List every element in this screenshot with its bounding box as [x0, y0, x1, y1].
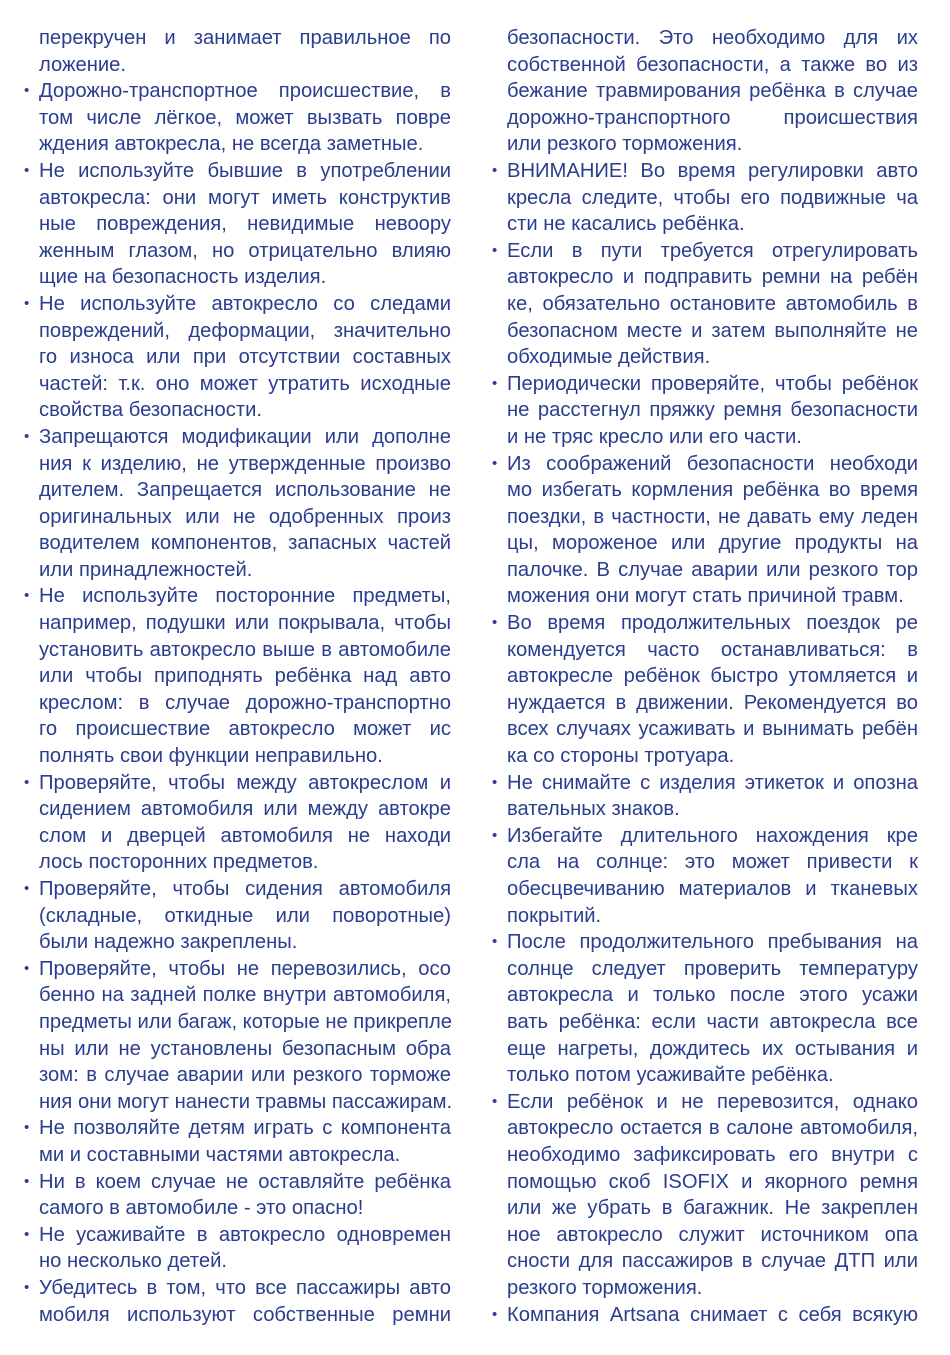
text-line: установить автокресло выше в автомобиле	[39, 638, 451, 661]
text-line: мобиля используют собственные ремни	[39, 1303, 451, 1326]
text-line: обходимые действия.	[507, 346, 711, 369]
text-line: ми и составными частями автокресла.	[39, 1143, 401, 1166]
text-line: • Во время продолжительных поездок ре	[507, 612, 918, 635]
text-line: не расстегнул пряжку ремня безопасности	[507, 399, 918, 422]
text-line: повреждений, деформации, значительно	[39, 319, 451, 342]
text-line: кресла следите, чтобы его подвижные ча	[507, 186, 918, 209]
text-line: сидением автомобиля или между автокре	[39, 798, 451, 821]
text-line: солнце следует проверить температуру	[507, 957, 918, 980]
text-line: перекручен и занимает правильное по	[39, 27, 451, 49]
list-item	[23, 956, 451, 1116]
text-line: автокресла: они могут иметь конструктив	[39, 186, 451, 209]
text-line: • Если ребёнок и не перевозится, однако	[507, 1090, 918, 1113]
text-line: • Не усаживайте в автокресло одновремен	[39, 1223, 451, 1246]
text-line: го происшествие автокресло может ис	[39, 718, 451, 741]
text-line: поездки, в частности, не давать ему леден	[507, 505, 918, 528]
right-column	[491, 25, 918, 1328]
text-line: автокресло и подправить ремни на ребён	[507, 266, 918, 289]
text-line: предметы или багаж, которые не прикрепле	[39, 1010, 452, 1033]
text-line: • Проверяйте, чтобы между автокреслом и	[39, 771, 451, 794]
continued-paragraph	[23, 25, 451, 78]
text-line: го износа или при отсутствии составных	[39, 346, 451, 369]
list-item	[491, 1302, 918, 1329]
text-line: сла на солнце: это может привести к	[507, 851, 918, 874]
text-line: щие на безопасность изделия.	[39, 266, 327, 289]
text-line: собственной безопасности, а также во из	[507, 53, 918, 76]
text-line: вательных знаков.	[507, 798, 680, 821]
list-item	[491, 371, 918, 451]
list-item	[491, 929, 918, 1089]
text-line: или же убрать в багажник. Не закреплен	[507, 1197, 918, 1220]
list-item	[491, 770, 918, 823]
text-line: • Компания Artsana снимает с себя всякую	[507, 1303, 918, 1326]
text-line: • Не используйте бывшие в употреблении	[39, 159, 451, 182]
text-line: сти не касались ребёнка.	[507, 213, 745, 236]
text-line: свойства безопасности.	[39, 399, 262, 422]
list-item	[491, 1089, 918, 1302]
list-item	[491, 238, 918, 371]
text-line: женным глазом, но отрицательно влияю	[39, 239, 451, 262]
list-item	[23, 1275, 451, 1328]
text-line: самого в автомобиле - это опасно!	[39, 1197, 364, 1220]
text-line: ния они могут нанести травмы пассажирам.	[39, 1090, 453, 1113]
text-line: • ВНИМАНИЕ! Во время регулировки авто	[507, 159, 918, 182]
list-item	[23, 1115, 451, 1168]
text-line: оригинальных или не одобренных произ	[39, 505, 451, 528]
text-line: • Запрещаются модификации или дополне	[39, 425, 451, 448]
text-line: ложение.	[39, 53, 126, 76]
text-line: например, подушки или покрывала, чтобы	[39, 612, 451, 635]
text-line: водителем компонентов, запасных частей	[39, 532, 451, 555]
text-line: и не тряс кресло или его части.	[507, 425, 802, 448]
text-line: необходимо зафиксировать его внутри с	[507, 1143, 918, 1166]
text-line: еще нагреты, дождитесь их остывания и	[507, 1037, 918, 1060]
list-item	[23, 876, 451, 956]
text-line: • После продолжительного пребывания на	[507, 931, 918, 954]
text-line: нуждается в движении. Рекомендуется во	[507, 691, 918, 714]
list-item	[23, 424, 451, 584]
list-item	[491, 451, 918, 611]
text-line: палочке. В случае аварии или резкого тор	[507, 558, 918, 581]
text-line: цы, мороженое или другие продукты на	[507, 532, 918, 555]
text-line: • Дорожно-транспортное происшествие, в	[39, 80, 451, 103]
continued-paragraph	[491, 25, 918, 158]
text-line: безопасном месте и затем выполняйте не	[507, 319, 918, 342]
list-item	[23, 158, 451, 291]
text-line: • Избегайте длительного нахождения кре	[507, 824, 918, 847]
text-line: лось посторонних предметов.	[39, 851, 319, 874]
text-line: • Не используйте автокресло со следами	[39, 292, 451, 315]
list-item	[23, 583, 451, 769]
text-line: ке, обязательно остановите автомобиль в	[507, 292, 918, 315]
text-line: (складные, откидные или поворотные)	[39, 904, 451, 927]
text-line: • Не позволяйте детям играть с компонента	[39, 1117, 451, 1140]
text-line: бенно на задней полке внутри автомобиля,	[39, 984, 451, 1007]
text-line: • Не используйте посторонние предметы,	[39, 585, 451, 608]
text-line: автокресло остается в салоне автомобиля,	[507, 1117, 918, 1140]
text-line: можения они могут стать причиной травм.	[507, 585, 904, 608]
text-line: • Не снимайте с изделия этикеток и опозна	[507, 771, 918, 794]
list-item	[491, 823, 918, 929]
text-line: ные повреждения, невидимые невоору	[39, 213, 451, 236]
text-line: автокресла и только после этого усажи	[507, 984, 918, 1007]
list-item	[491, 158, 918, 238]
text-line: автокресле ребёнок быстро утомляется и	[507, 665, 918, 688]
text-line: или принадлежностей.	[39, 558, 253, 581]
list-item	[23, 1169, 451, 1222]
text-line: или резкого торможения.	[507, 133, 743, 156]
text-line: ны или не установлены безопасным обра	[39, 1037, 451, 1060]
text-line: покрытий.	[507, 904, 602, 927]
text-line: или чтобы приподнять ребёнка над авто	[39, 665, 451, 688]
text-line: слом и дверцей автомобиля не находи	[39, 824, 451, 847]
text-line: • Если в пути требуется отрегулировать	[507, 239, 918, 262]
list-item	[23, 770, 451, 876]
left-column	[23, 25, 451, 1328]
text-line: но несколько детей.	[39, 1250, 227, 1273]
text-line: всех случаях усаживать и вынимать ребён	[507, 718, 918, 741]
text-line: • Из соображений безопасности необходи	[507, 452, 918, 475]
text-line: зом: в случае аварии или резкого торможе	[39, 1064, 451, 1087]
text-line: ное автокресло служит источником опа	[507, 1223, 918, 1246]
text-line: • Убедитесь в том, что все пассажиры авто	[39, 1276, 451, 1299]
text-line: комендуется часто останавливаться: в	[507, 638, 918, 661]
text-line: ждения автокресла, не всегда заметные.	[39, 133, 424, 156]
text-line: дорожно-транспортного происшествия	[507, 106, 918, 129]
text-line: ния к изделию, не утвержденные произво	[39, 452, 451, 475]
text-line: дителем. Запрещается использование не	[39, 479, 451, 502]
text-line: • Ни в коем случае не оставляйте ребёнка	[39, 1170, 451, 1193]
list-item	[23, 291, 451, 424]
text-line: частей: т.к. оно может утратить исходные	[39, 372, 451, 395]
text-line: помощью скоб ISOFIX и якорного ремня	[507, 1170, 918, 1193]
text-line: • Периодически проверяйте, чтобы ребёнок	[507, 372, 918, 395]
text-line: только потом усаживайте ребёнка.	[507, 1064, 834, 1087]
text-line: полнять свои функции неправильно.	[39, 745, 383, 768]
text-line: мо избегать кормления ребёнка во время	[507, 479, 918, 502]
text-line: том числе лёгкое, может вызвать повре	[39, 106, 451, 129]
text-line: вать ребёнка: если части автокресла все	[507, 1010, 918, 1033]
text-line: • Проверяйте, чтобы не перевозились, осо	[39, 957, 451, 980]
text-line: • Проверяйте, чтобы сидения автомобиля	[39, 878, 451, 900]
text-line: ка со стороны тротуара.	[507, 745, 735, 768]
text-line: креслом: в случае дорожно-транспортно	[39, 691, 451, 714]
text-line: были надежно закреплены.	[39, 931, 298, 954]
text-line: бежание травмирования ребёнка в случае	[507, 80, 918, 103]
text-line: резкого торможения.	[507, 1276, 703, 1299]
list-item	[23, 78, 451, 158]
list-item	[23, 1222, 451, 1275]
list-item	[491, 610, 918, 770]
text-line: безопасности. Это необходимо для их	[507, 27, 918, 49]
text-line: обесцвечиванию материалов и тканевых	[507, 878, 918, 900]
text-line: сности для пассажиров в случае ДТП или	[507, 1250, 918, 1273]
